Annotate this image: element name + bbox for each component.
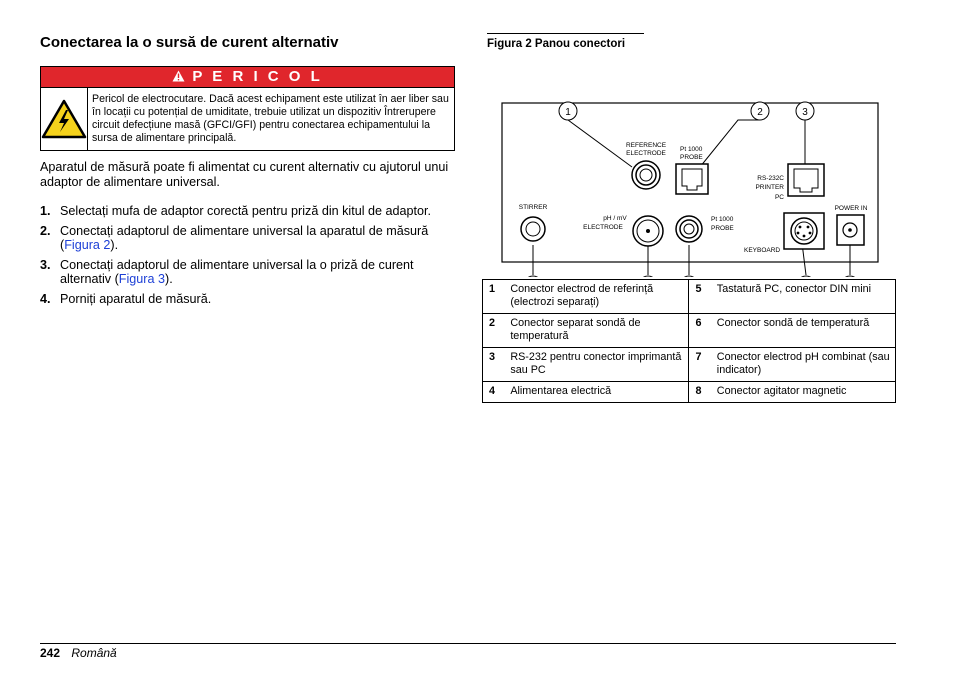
label-reference-electrode: ELECTRODE xyxy=(626,150,666,157)
danger-header xyxy=(41,67,454,88)
danger-text: Pericol de electrocutare. Dacă acest echipament este utilizat în aer liber sau în locații cu potențial de umiditate, trebuie utilizat un dispozitiv Întrerupere circuit defecțiune masă (GFCI/GFI) pentru conectarea echipamentului la sursa de alimentare principală. xyxy=(92,93,449,144)
step-number: 3. xyxy=(40,258,51,272)
danger-label: P E R I C O L xyxy=(192,68,323,85)
danger-box xyxy=(40,66,455,151)
table-row xyxy=(483,314,896,348)
label-keyboard: KEYBOARD xyxy=(744,247,781,254)
legend-text: RS-232 pentru conector imprimantă sau PC xyxy=(506,348,689,382)
step-item xyxy=(40,292,455,306)
legend-text: Conector sondă de temperatură xyxy=(713,314,896,348)
figure-3-link[interactable]: Figura 3 xyxy=(118,272,165,286)
callout-6 xyxy=(680,276,698,277)
danger-body xyxy=(41,88,454,150)
danger-icon-cell xyxy=(41,88,88,150)
legend-number: 3 xyxy=(483,348,507,382)
figure-legend-table xyxy=(482,279,896,403)
figure-2-link[interactable]: Figura 2 xyxy=(64,238,111,252)
legend-text: Conector agitator magnetic xyxy=(713,382,896,403)
callout-8 xyxy=(524,276,542,277)
step-item xyxy=(40,224,455,252)
legend-text: Conector separat sondă de temperatură xyxy=(506,314,689,348)
label-ph-electrode: ELECTRODE xyxy=(583,224,623,231)
warning-triangle-icon xyxy=(172,70,185,82)
legend-text: Conector electrod de referință (electrozi separați) xyxy=(506,280,689,314)
label-power-in: POWER IN xyxy=(834,205,868,212)
legend-text: Tastatură PC, conector DIN mini xyxy=(713,280,896,314)
step-text xyxy=(60,224,455,252)
page-footer xyxy=(40,643,896,660)
callout-5 xyxy=(797,276,815,277)
section-heading: Conectarea la o sursă de curent alternativ xyxy=(40,34,339,51)
svg-text:2: 2 xyxy=(757,107,763,118)
callout-7 xyxy=(639,276,657,277)
label-ph-mv: pH / mV xyxy=(603,215,627,222)
callout-4 xyxy=(841,276,859,277)
legend-number: 6 xyxy=(689,314,713,348)
step-text: Selectați mufa de adaptor corectă pentru priză din kitul de adaptor. xyxy=(60,204,432,218)
step-text-post: ). xyxy=(165,272,173,286)
legend-number: 2 xyxy=(483,314,507,348)
step-text-pre: Conectați adaptorul de alimentare universal la o priză de curent alternativ ( xyxy=(60,258,414,286)
legend-number: 4 xyxy=(483,382,507,403)
intro-paragraph: Aparatul de măsură poate fi alimentat cu curent alternativ cu ajutorul unui adaptor de alimentare universal. xyxy=(40,160,449,189)
legend-number: 8 xyxy=(689,382,713,403)
label-reference: REFERENCE xyxy=(625,142,667,149)
label-pc: PC xyxy=(774,194,784,201)
step-text: Porniți aparatul de măsură. xyxy=(60,292,212,306)
step-number: 1. xyxy=(40,204,51,218)
legend-text: Conector electrod pH combinat (sau indicator) xyxy=(713,348,896,382)
legend-text: Alimentarea electrică xyxy=(506,382,689,403)
legend-number: 1 xyxy=(483,280,507,314)
callout-3 xyxy=(796,102,814,120)
label-pt1000-top: Pt 1000 xyxy=(680,146,703,153)
step-number: 4. xyxy=(40,292,51,306)
step-text-pre: Conectați adaptorul de alimentare universal la aparatul de măsură ( xyxy=(60,224,429,252)
label-pt1000-bottom: Pt 1000 xyxy=(711,216,734,223)
left-column xyxy=(40,30,455,312)
figure-caption: Figura 2 Panou conectori xyxy=(487,33,644,50)
step-item xyxy=(40,258,455,286)
connector-panel-figure xyxy=(482,63,896,277)
label-probe-top: PROBE xyxy=(680,154,703,161)
label-printer: PRINTER xyxy=(755,184,784,191)
label-stirrer: STIRRER xyxy=(518,204,548,211)
table-row xyxy=(483,382,896,403)
label-rs232c: RS-232C xyxy=(757,175,784,182)
callout-2 xyxy=(751,102,769,120)
step-item xyxy=(40,204,455,218)
step-number: 2. xyxy=(40,224,51,238)
legend-number: 5 xyxy=(689,280,713,314)
steps-list xyxy=(40,204,455,306)
footer-language: Română xyxy=(71,646,117,660)
callout-1 xyxy=(559,102,577,120)
label-probe-bottom: PROBE xyxy=(711,225,734,232)
step-text-post: ). xyxy=(110,238,119,252)
step-text xyxy=(60,258,455,286)
svg-text:3: 3 xyxy=(802,107,808,118)
legend-number: 7 xyxy=(689,348,713,382)
electrical-hazard-icon xyxy=(41,99,87,139)
page-number: 242 xyxy=(40,646,61,660)
svg-text:1: 1 xyxy=(565,107,571,118)
table-row xyxy=(483,348,896,382)
table-row xyxy=(483,280,896,314)
